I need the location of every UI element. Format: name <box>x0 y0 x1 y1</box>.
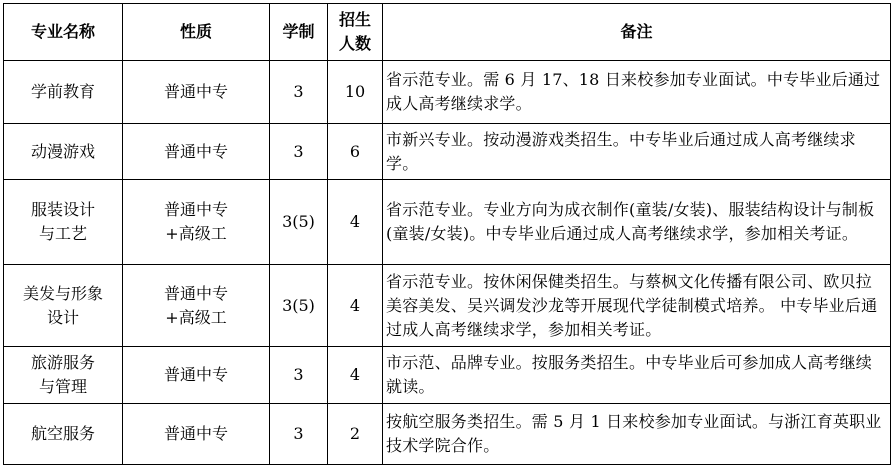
cell-type: 普通中专 <box>123 347 270 404</box>
cell-type: 普通中专 <box>123 61 270 124</box>
cell-major: 美发与形象 设计 <box>4 265 123 347</box>
cell-notes: 市新兴专业。按动漫游戏类招生。中专毕业后通过成人高考继续求学。 <box>383 124 891 180</box>
table-row <box>4 61 891 124</box>
cell-years: 3 <box>270 61 328 124</box>
cell-type: 普通中专 +高级工 <box>123 265 270 347</box>
cell-enroll: 4 <box>328 347 383 404</box>
header-row <box>4 4 891 61</box>
table-row <box>4 404 891 465</box>
table-row <box>4 124 891 180</box>
header-type: 性质 <box>123 4 270 61</box>
cell-years: 3(5) <box>270 180 328 265</box>
cell-enroll: 2 <box>328 404 383 465</box>
cell-notes: 省示范专业。按休闲保健类招生。与蔡枫文化传播有限公司、欧贝拉美容美发、吴兴调发沙龙等开展现代学徒制模式培养。 中专毕业后通过成人高考继续求学，参加相关考证。 <box>383 265 891 347</box>
cell-notes: 市示范、品牌专业。按服务类招生。中专毕业后可参加成人高考继续就读。 <box>383 347 891 404</box>
cell-major: 服装设计 与工艺 <box>4 180 123 265</box>
cell-years: 3 <box>270 124 328 180</box>
header-years: 学制 <box>270 4 328 61</box>
cell-enroll: 6 <box>328 124 383 180</box>
cell-enroll: 10 <box>328 61 383 124</box>
cell-major: 学前教育 <box>4 61 123 124</box>
cell-years: 3 <box>270 347 328 404</box>
cell-notes: 按航空服务类招生。需 5 月 1 日来校参加专业面试。与浙江育英职业技术学院合作。 <box>383 404 891 465</box>
cell-enroll: 4 <box>328 180 383 265</box>
cell-major: 航空服务 <box>4 404 123 465</box>
table-row <box>4 180 891 265</box>
header-major: 专业名称 <box>4 4 123 61</box>
cell-years: 3(5) <box>270 265 328 347</box>
cell-notes: 省示范专业。需 6 月 17、18 日来校参加专业面试。中专毕业后通过成人高考继续求学。 <box>383 61 891 124</box>
enrollment-table <box>3 3 891 465</box>
table-row <box>4 347 891 404</box>
cell-type: 普通中专 <box>123 124 270 180</box>
table-row <box>4 265 891 347</box>
cell-type: 普通中专 +高级工 <box>123 180 270 265</box>
cell-years: 3 <box>270 404 328 465</box>
cell-major: 动漫游戏 <box>4 124 123 180</box>
cell-notes: 省示范专业。专业方向为成衣制作(童装/女装)、服装结构设计与制板(童装/女装)。中专毕业后通过成人高考继续求学，参加相关考证。 <box>383 180 891 265</box>
cell-major: 旅游服务 与管理 <box>4 347 123 404</box>
header-notes: 备注 <box>383 4 891 61</box>
cell-type: 普通中专 <box>123 404 270 465</box>
cell-enroll: 4 <box>328 265 383 347</box>
header-enroll: 招生 人数 <box>328 4 383 61</box>
